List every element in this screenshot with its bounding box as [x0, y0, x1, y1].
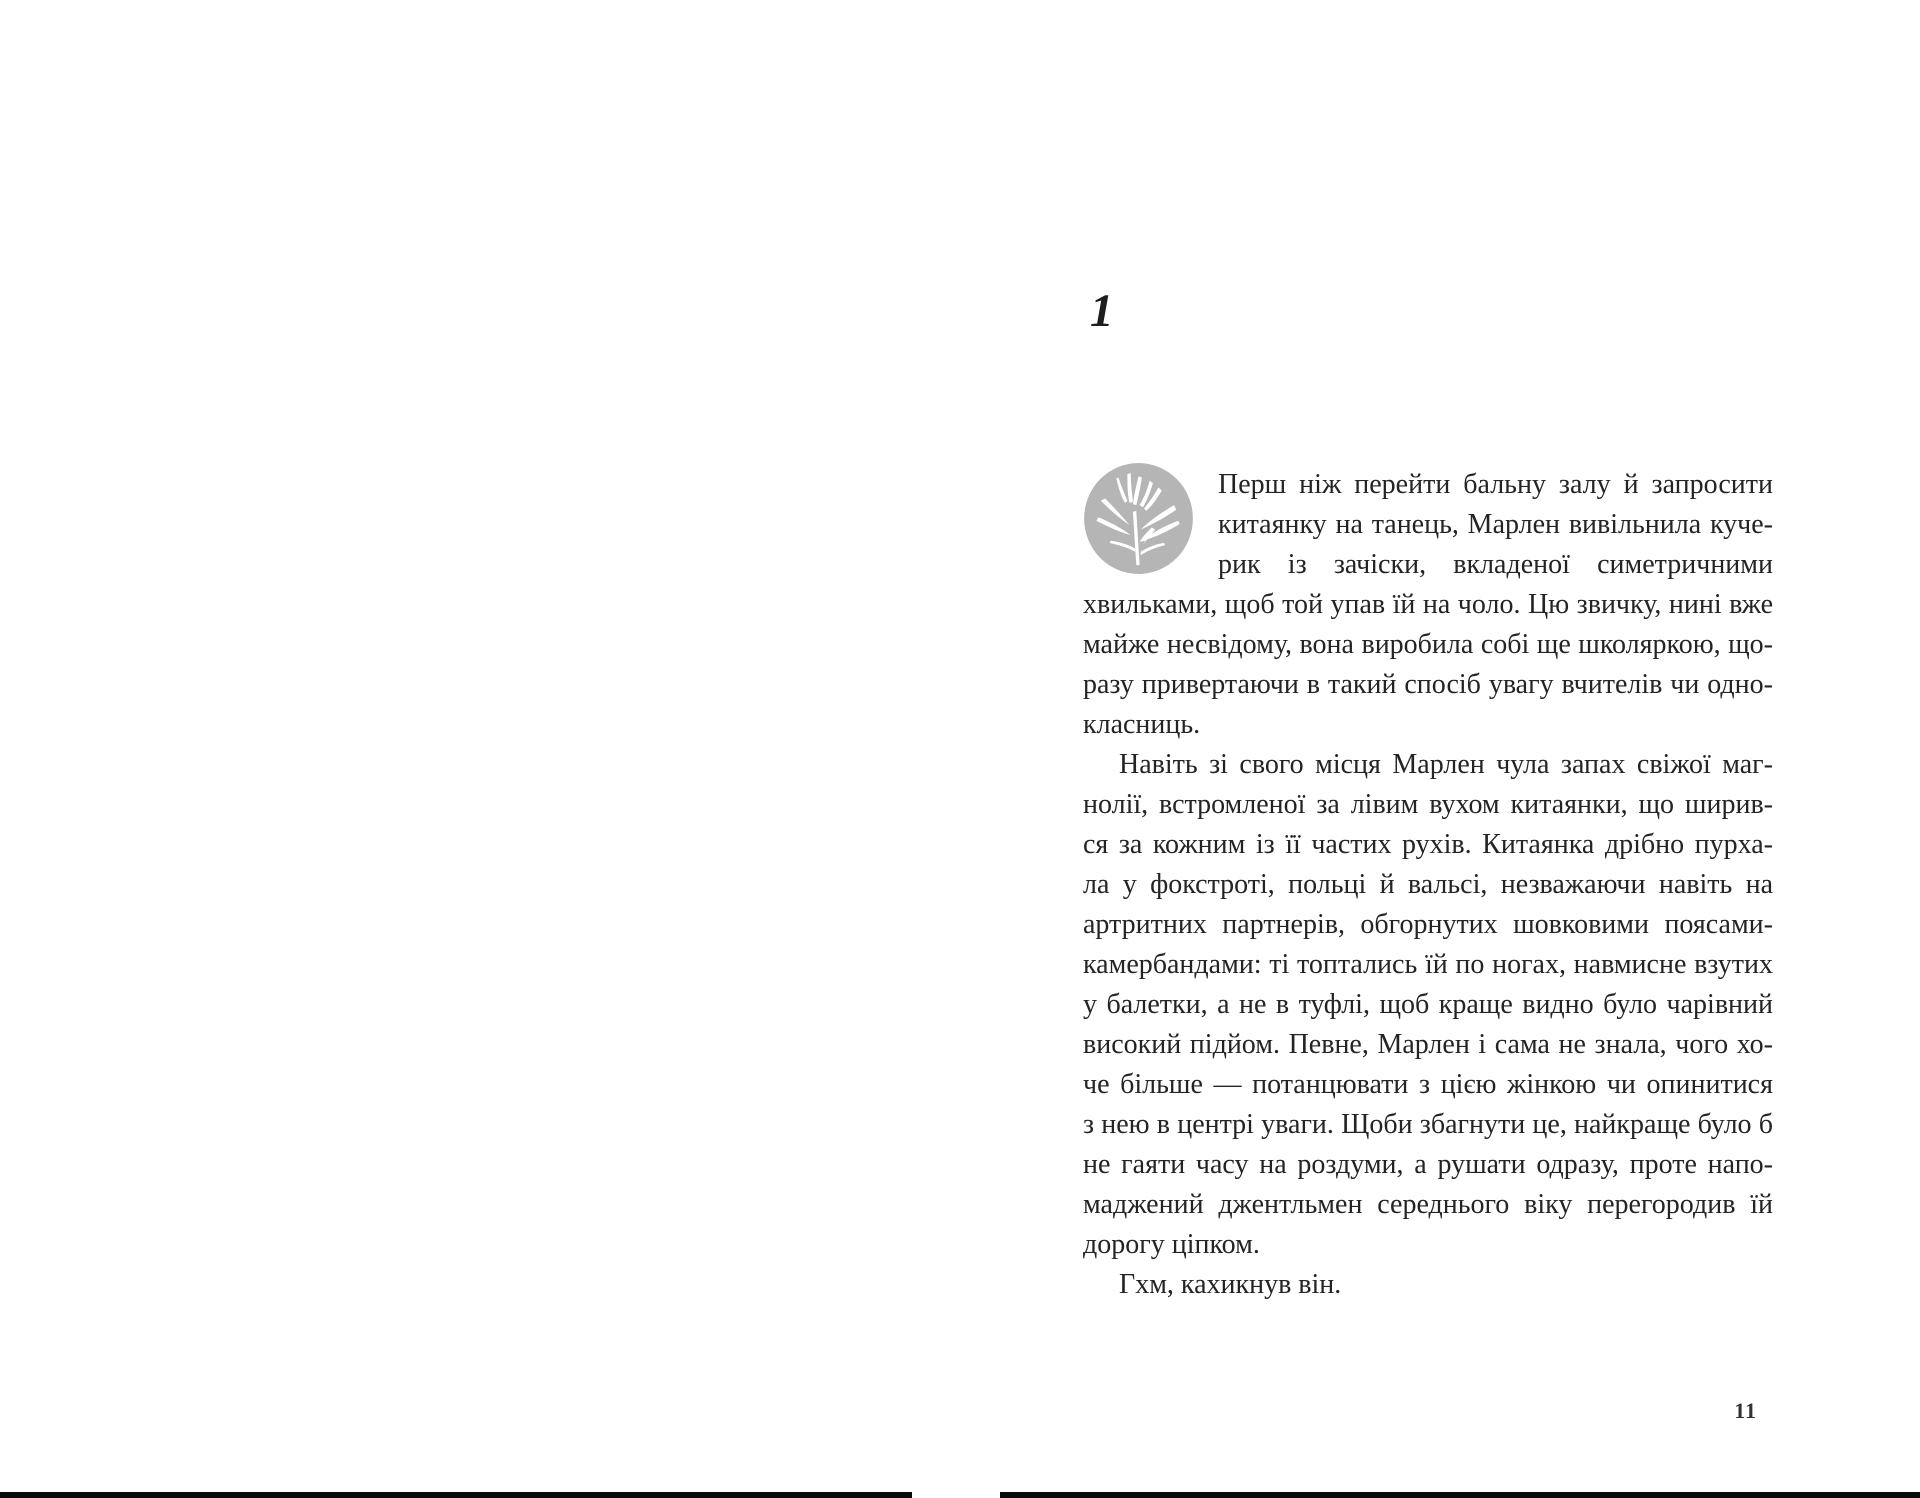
text-line: камербандами: ті топтались їй по ногах, навмисне взутих [1083, 949, 1773, 980]
text-line: класниць. [1083, 709, 1201, 740]
text-line: майже несвідому, вона виробила собі ще школяркою, що- [1083, 629, 1773, 660]
page-number: 11 [1734, 1398, 1757, 1423]
bottom-bar-right-page [1000, 1492, 1920, 1498]
text-line: хвильками, щоб той упав їй на чоло. Цю звичку, нині вже [1083, 589, 1773, 620]
text-line: китаянку на танець, Марлен вивільнила куче- [1218, 509, 1773, 540]
text-line: високий підйом. Певне, Марлен і сама не знала, чого хо- [1083, 1029, 1773, 1060]
left-page-blank [0, 0, 956, 1492]
text-line: ся за кожним із її частих рухів. Китаянка дрібно пурха- [1083, 829, 1773, 860]
body-text [1083, 465, 1773, 1305]
text-line: Навіть зі свого місця Марлен чула запах свіжої маг- [1119, 749, 1773, 780]
bottom-bar-left-page [0, 1492, 912, 1498]
text-line: з нею в центрі уваги. Щоби збагнути це, найкраще було б [1083, 1109, 1773, 1140]
text-line: че більше — потанцювати з цією жінкою чи опинитися [1083, 1069, 1773, 1100]
text-line: рик із зачіски, вкладеної симетричними [1218, 549, 1773, 580]
text-line: артритних партнерів, обгорнутих шовковими поясами- [1083, 909, 1773, 940]
text-line: нолії, встромленої за лівим вухом китаянки, що ширив- [1083, 789, 1773, 820]
text-line: не гаяти часу на роздуми, а рушати одразу, проте напо- [1083, 1149, 1773, 1180]
text-line: разу привертаючи в такий спосіб увагу вчителів чи одно- [1083, 669, 1773, 700]
text-line: маджений джентльмен середнього віку перегородив їй [1083, 1189, 1773, 1220]
text-line: дорогу ціпком. [1083, 1229, 1260, 1260]
text-line: ла у фокстроті, польці й вальсі, незважаючи навіть на [1083, 869, 1773, 900]
text-line: у балетки, а не в туфлі, щоб краще видно було чарівний [1083, 989, 1773, 1020]
text-line: Гхм, кахикнув він. [1119, 1269, 1342, 1300]
chapter-number: 1 [1090, 285, 1114, 337]
text-line: Перш ніж перейти бальну залу й запросити [1218, 469, 1773, 500]
